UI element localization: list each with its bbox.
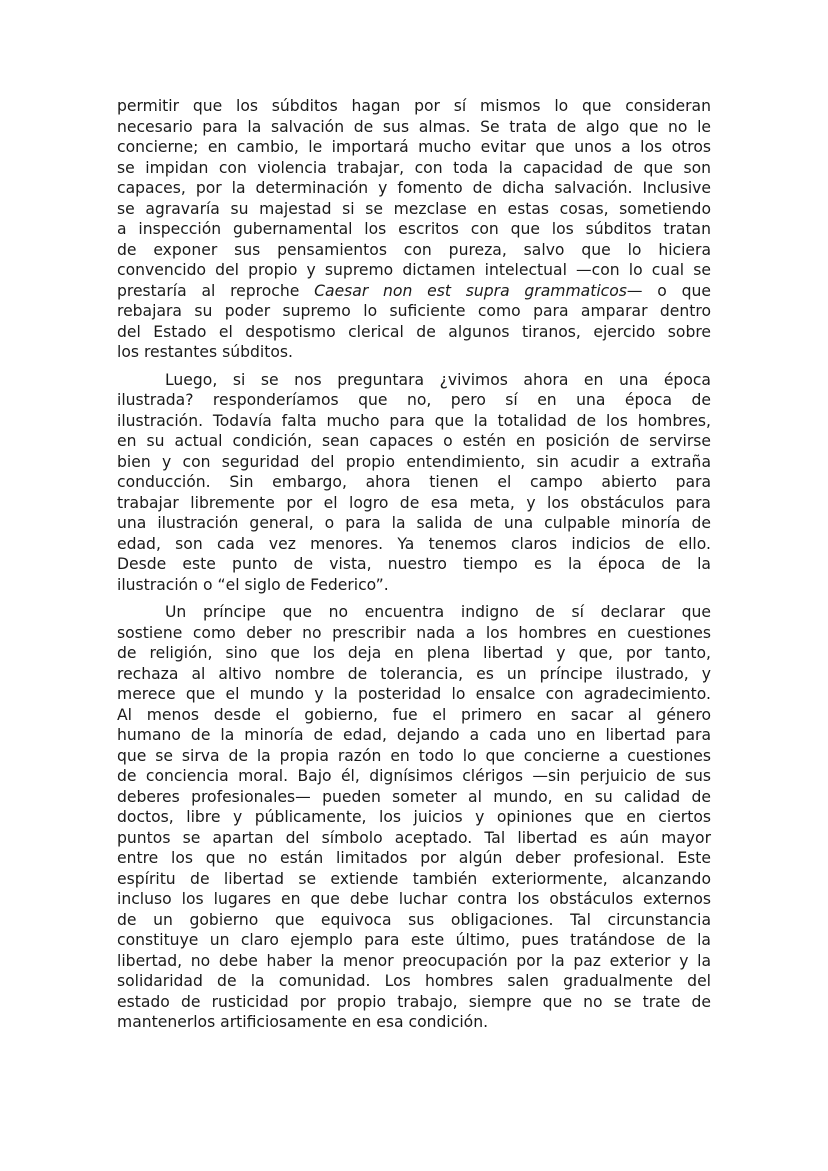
text-line: humano de la minoría de edad, dejando a cada uno en libertad para xyxy=(117,726,711,744)
text-line: ilustración. Todavía falta mucho para que la totalidad de los hombres, xyxy=(117,411,711,430)
text-line: una ilustración general, o para la salida de una culpable minoría de xyxy=(117,514,711,532)
text-line: que se sirva de la propia razón en todo lo que concierne a cuestiones xyxy=(117,746,711,765)
text-line: del Estado el despotismo clerical de algunos tiranos, ejercido sobre xyxy=(117,322,711,341)
text-line-with-italic xyxy=(117,281,711,302)
text-line: rechaza al altivo nombre de tolerancia, es un príncipe ilustrado, y xyxy=(117,664,711,683)
text-line: se agravaría su majestad si se mezclase en estas cosas, sometiendo xyxy=(117,199,711,218)
text-line: Un príncipe que no encuentra indigno de sí declarar que xyxy=(165,603,711,621)
text-line: rebajara su poder supremo lo suficiente como para amparar dentro xyxy=(117,302,711,320)
text-line: sostiene como deber no prescribir nada a los hombres en cuestiones xyxy=(117,623,711,642)
text-line: de conciencia moral. Bajo él, dignísimos clérigos —sin perjuicio de sus xyxy=(117,767,711,785)
text-line: capaces, por la determinación y fomento de dicha salvación. Inclusive xyxy=(117,179,711,197)
text-line: puntos se apartan del símbolo aceptado. Tal libertad es aún mayor xyxy=(117,828,711,847)
italic-latin-phrase: Caesar non est supra grammaticos xyxy=(314,281,627,300)
text-line: a inspección gubernamental los escritos con que los súbditos tratan xyxy=(117,220,711,238)
text-line: de un gobierno que equivoca sus obligaciones. Tal circunstancia xyxy=(117,910,711,929)
text-line: de exponer sus pensamientos con pureza, salvo que lo hiciera xyxy=(117,240,711,259)
text-line: entre los que no están limitados por algún deber profesional. Este xyxy=(117,849,711,867)
text-line: necesario para la salvación de sus almas. Se trata de algo que no le xyxy=(117,117,711,136)
paragraph-1 xyxy=(117,96,711,363)
text-line: Luego, si se nos preguntara ¿vivimos ahora en una época xyxy=(165,370,711,389)
text-line: permitir que los súbditos hagan por sí mismos lo que consideran xyxy=(117,97,711,115)
text-line: deberes profesionales— pueden someter al mundo, en su calidad de xyxy=(117,787,711,806)
text-line: constituye un claro ejemplo para este último, pues tratándose de la xyxy=(117,931,711,949)
text-line: convencido del propio y supremo dictamen intelectual —con lo cual se xyxy=(117,261,711,279)
text-line: solidaridad de la comunidad. Los hombres salen gradualmente del xyxy=(117,972,711,990)
text-line: estado de rusticidad por propio trabajo, siempre que no se trate de xyxy=(117,992,711,1011)
text-segment: — o que xyxy=(626,281,711,300)
text-line: conducción. Sin embargo, ahora tienen el campo abierto para xyxy=(117,473,711,491)
text-line: Al menos desde el gobierno, fue el primero en sacar al género xyxy=(117,705,711,724)
text-line: trabajar libremente por el logro de esa meta, y los obstáculos para xyxy=(117,493,711,512)
text-line: merece que el mundo y la posteridad lo ensalce con agradecimiento. xyxy=(117,685,711,703)
text-line: espíritu de libertad se extiende también exteriormente, alcanzando xyxy=(117,869,711,888)
text-line: de religión, sino que los deja en plena libertad y que, por tanto, xyxy=(117,644,711,662)
text-line: mantenerlos artificiosamente en esa condición. xyxy=(117,1013,489,1031)
text-line: doctos, libre y públicamente, los juicios y opiniones que en ciertos xyxy=(117,808,711,826)
text-line: Desde este punto de vista, nuestro tiempo es la época de la xyxy=(117,555,711,573)
text-line: ilustrada? responderíamos que no, pero sí en una época de xyxy=(117,391,711,409)
document-page xyxy=(117,96,711,1040)
paragraph-3 xyxy=(117,602,711,1033)
text-line: concierne; en cambio, le importará mucho evitar que unos a los otros xyxy=(117,138,711,156)
paragraph-2 xyxy=(117,370,711,596)
text-segment: prestaría al reproche xyxy=(117,281,315,300)
text-line: ilustración o “el siglo de Federico”. xyxy=(117,575,389,594)
text-line: edad, son cada vez menores. Ya tenemos claros indicios de ello. xyxy=(117,534,711,553)
text-line: los restantes súbditos. xyxy=(117,343,293,361)
text-line: libertad, no debe haber la menor preocupación por la paz exterior y la xyxy=(117,951,711,970)
text-line: se impidan con violencia trabajar, con toda la capacidad de que son xyxy=(117,158,711,177)
text-line: bien y con seguridad del propio entendimiento, sin acudir a extraña xyxy=(117,452,711,471)
text-line: en su actual condición, sean capaces o estén en posición de servirse xyxy=(117,432,711,450)
text-line: incluso los lugares en que debe luchar contra los obstáculos externos xyxy=(117,890,711,908)
